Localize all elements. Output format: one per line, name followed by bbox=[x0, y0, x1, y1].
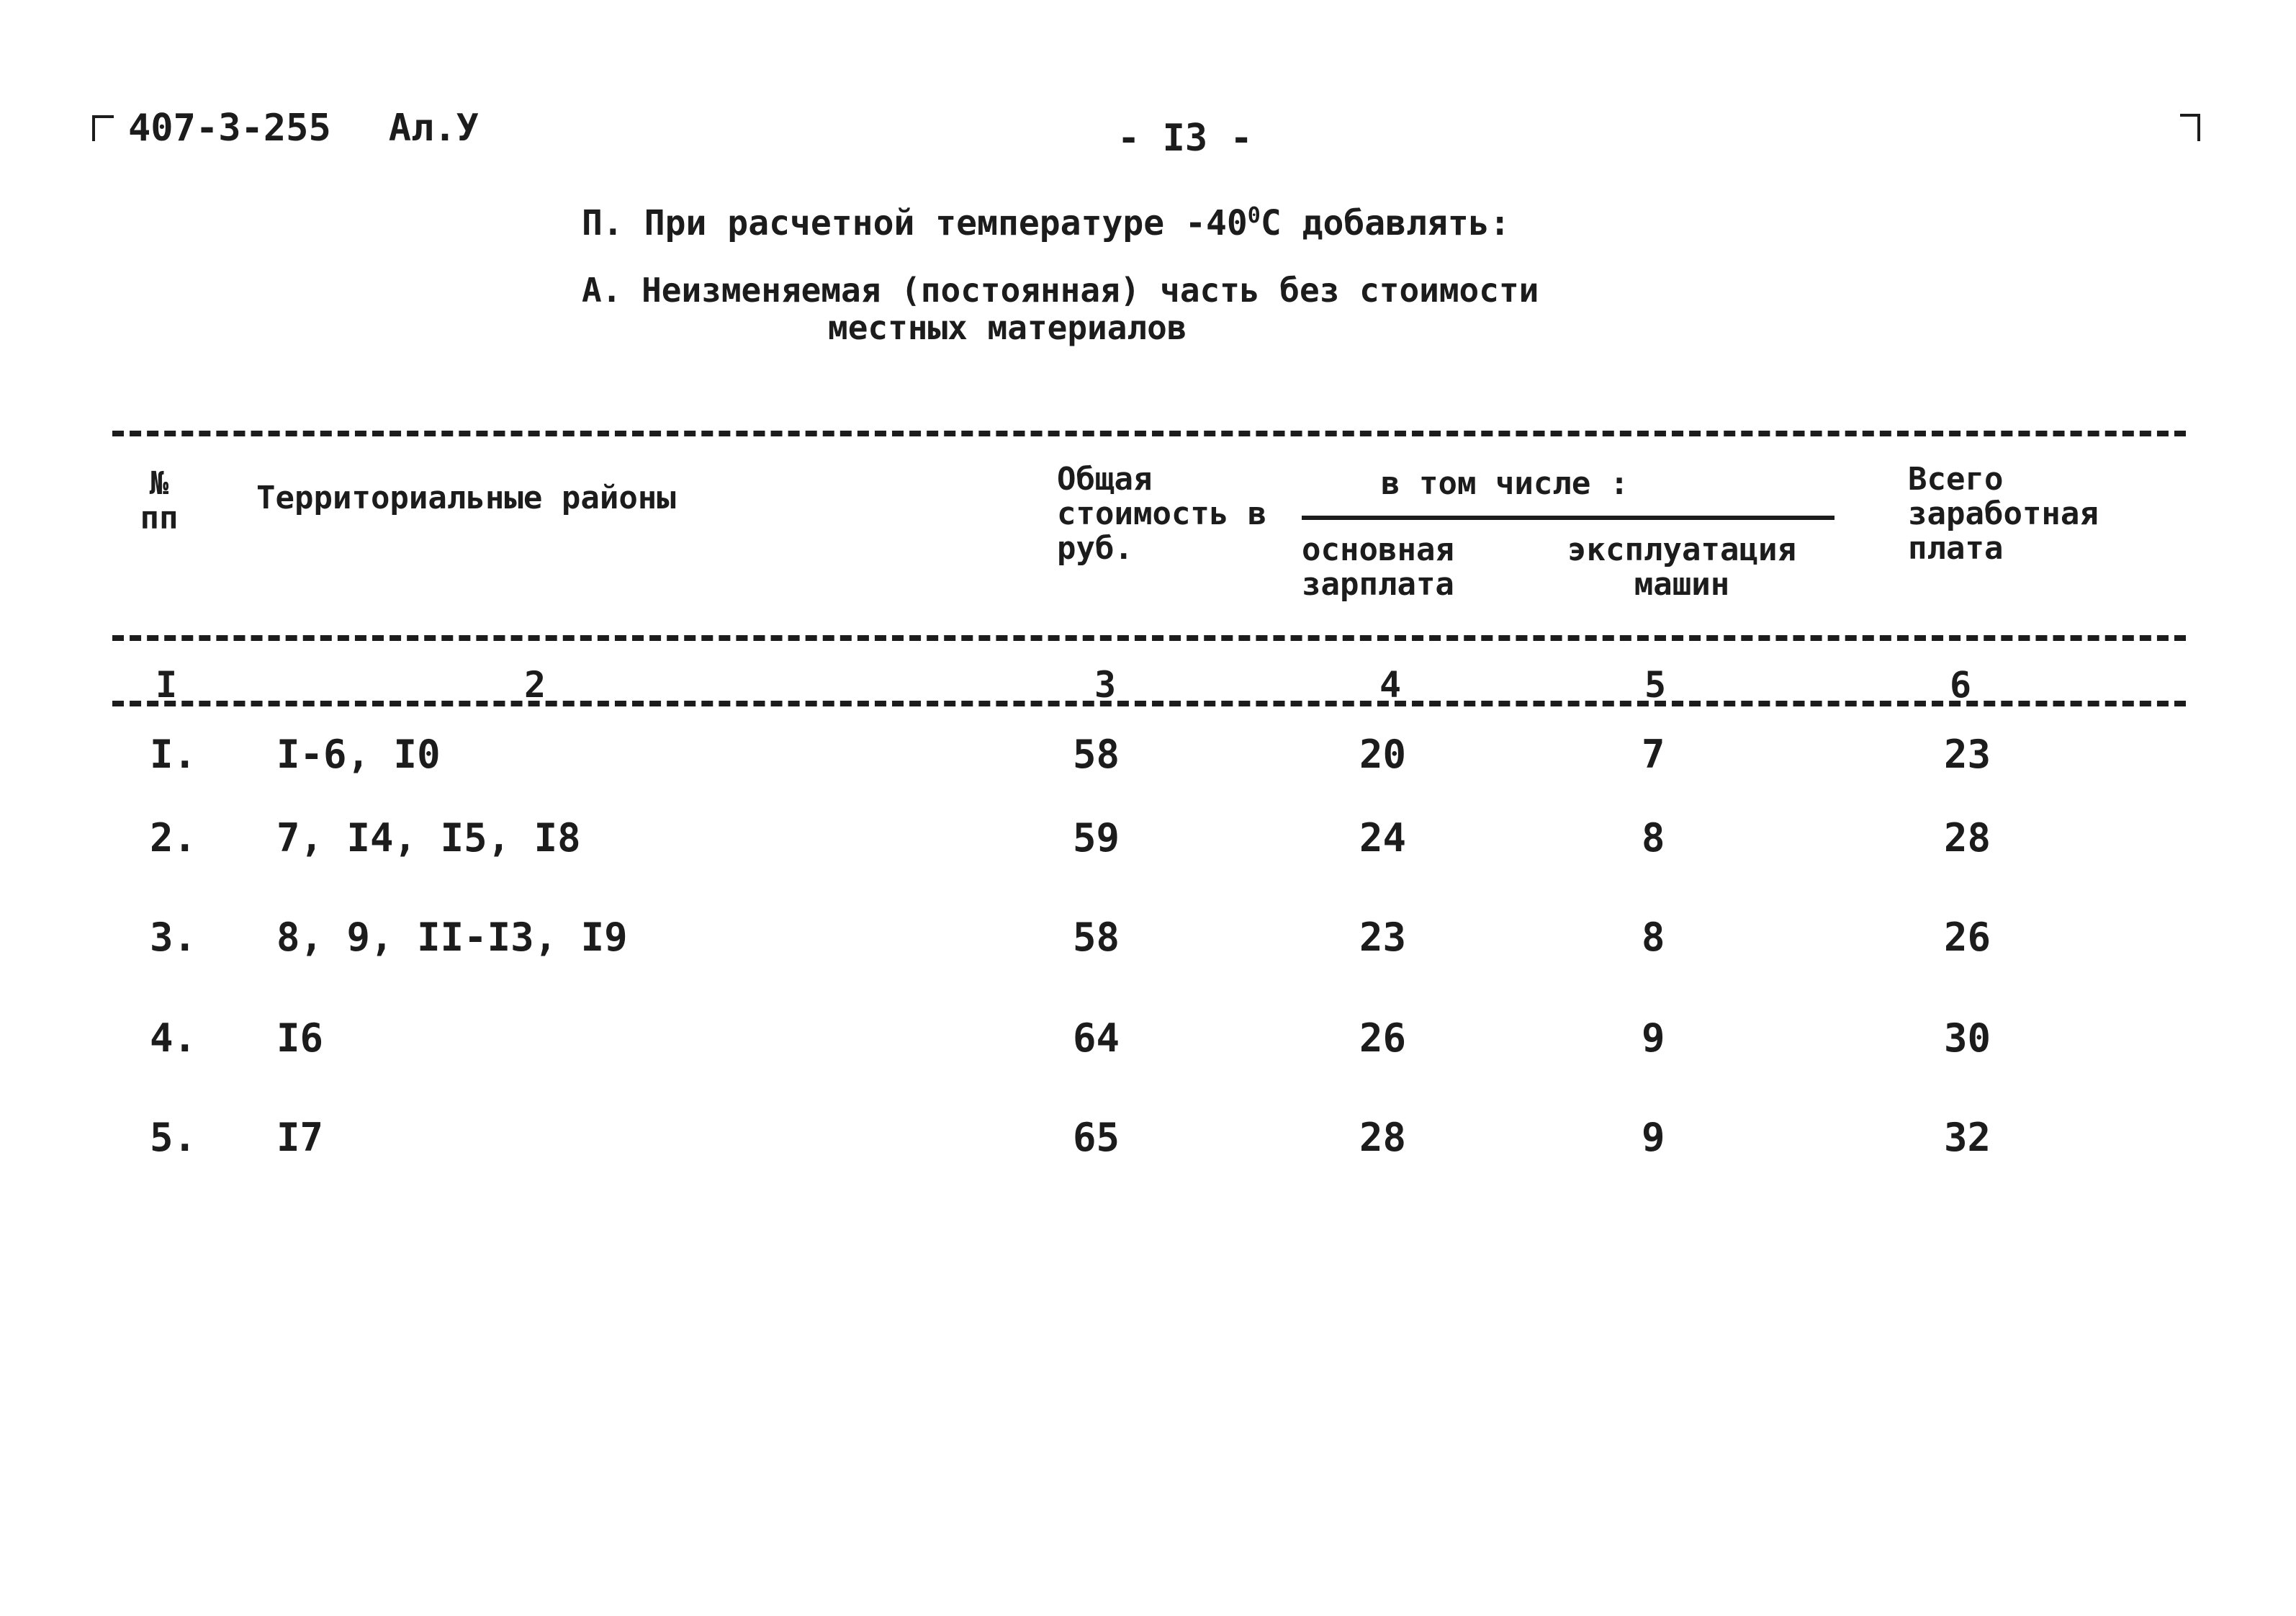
row-machine-operation: 7 bbox=[1642, 732, 1665, 777]
album-number: Ал.У bbox=[388, 107, 479, 150]
column-number-1: I bbox=[156, 664, 178, 706]
column-header-machine-operation: эксплуатация машин bbox=[1567, 531, 1796, 603]
row-machine-operation: 8 bbox=[1642, 815, 1665, 861]
section-title bbox=[582, 203, 1511, 243]
row-total-wages: 30 bbox=[1944, 1015, 1991, 1061]
row-total-cost: 64 bbox=[1073, 1015, 1120, 1061]
row-regions: 7, I4, I5, I8 bbox=[276, 815, 581, 861]
column-header-number: № пп bbox=[140, 465, 179, 537]
column-header-including: в том числе : bbox=[1381, 465, 1629, 502]
row-base-wages: 28 bbox=[1359, 1115, 1407, 1160]
row-total-wages: 28 bbox=[1944, 815, 1991, 861]
row-number: 5. bbox=[150, 1115, 197, 1160]
doc-code-number: 407-3-255 bbox=[128, 107, 331, 150]
column-number-6: 6 bbox=[1950, 664, 1972, 706]
page-number: - I3 - bbox=[1117, 117, 1253, 160]
row-total-cost: 59 bbox=[1073, 815, 1120, 861]
row-machine-operation: 9 bbox=[1642, 1115, 1665, 1160]
row-number: I. bbox=[150, 732, 197, 777]
subtitle-line-1: А. Неизменяемая (постоянная) часть без стоимости bbox=[582, 271, 1539, 310]
header-bottom-rule bbox=[112, 635, 2186, 641]
row-total-cost: 65 bbox=[1073, 1115, 1120, 1160]
row-total-cost: 58 bbox=[1073, 732, 1120, 777]
row-base-wages: 24 bbox=[1359, 815, 1407, 861]
row-regions: 8, 9, II-I3, I9 bbox=[276, 915, 628, 960]
row-total-cost: 58 bbox=[1073, 915, 1120, 960]
row-total-wages: 23 bbox=[1944, 732, 1991, 777]
row-machine-operation: 9 bbox=[1642, 1015, 1665, 1061]
row-number: 2. bbox=[150, 815, 197, 861]
row-number: 3. bbox=[150, 915, 197, 960]
column-number-4: 4 bbox=[1379, 664, 1402, 706]
row-regions: I7 bbox=[276, 1115, 324, 1160]
table-top-rule bbox=[112, 431, 2186, 436]
row-machine-operation: 8 bbox=[1642, 915, 1665, 960]
corner-mark-left bbox=[92, 115, 114, 141]
column-header-region: Территориальные районы bbox=[256, 480, 676, 516]
column-number-5: 5 bbox=[1644, 664, 1667, 706]
degree-superscript: 0 bbox=[1247, 203, 1261, 228]
column-number-2: 2 bbox=[524, 664, 546, 706]
row-regions: I6 bbox=[276, 1015, 324, 1061]
column-number-rule bbox=[112, 701, 2186, 706]
column-number-3: 3 bbox=[1094, 664, 1117, 706]
column-header-base-wages: основная зарплата bbox=[1302, 531, 1454, 603]
row-regions: I-6, I0 bbox=[276, 732, 441, 777]
row-total-wages: 32 bbox=[1944, 1115, 1991, 1160]
column-header-total-wages: Всего заработная плата bbox=[1908, 461, 2099, 567]
row-number: 4. bbox=[150, 1015, 197, 1061]
column-header-total-cost: Общая стоимость в руб. bbox=[1057, 461, 1267, 567]
document-code bbox=[128, 107, 479, 150]
section-title-text: П. При расчетной температуре -40 bbox=[582, 203, 1248, 243]
including-underline bbox=[1302, 516, 1834, 520]
corner-mark-right bbox=[2180, 114, 2200, 141]
row-base-wages: 26 bbox=[1359, 1015, 1407, 1061]
row-base-wages: 20 bbox=[1359, 732, 1407, 777]
row-total-wages: 26 bbox=[1944, 915, 1991, 960]
row-base-wages: 23 bbox=[1359, 915, 1407, 960]
subtitle-line-2: местных материалов bbox=[828, 308, 1187, 347]
section-title-end: С добавлять: bbox=[1260, 203, 1511, 243]
